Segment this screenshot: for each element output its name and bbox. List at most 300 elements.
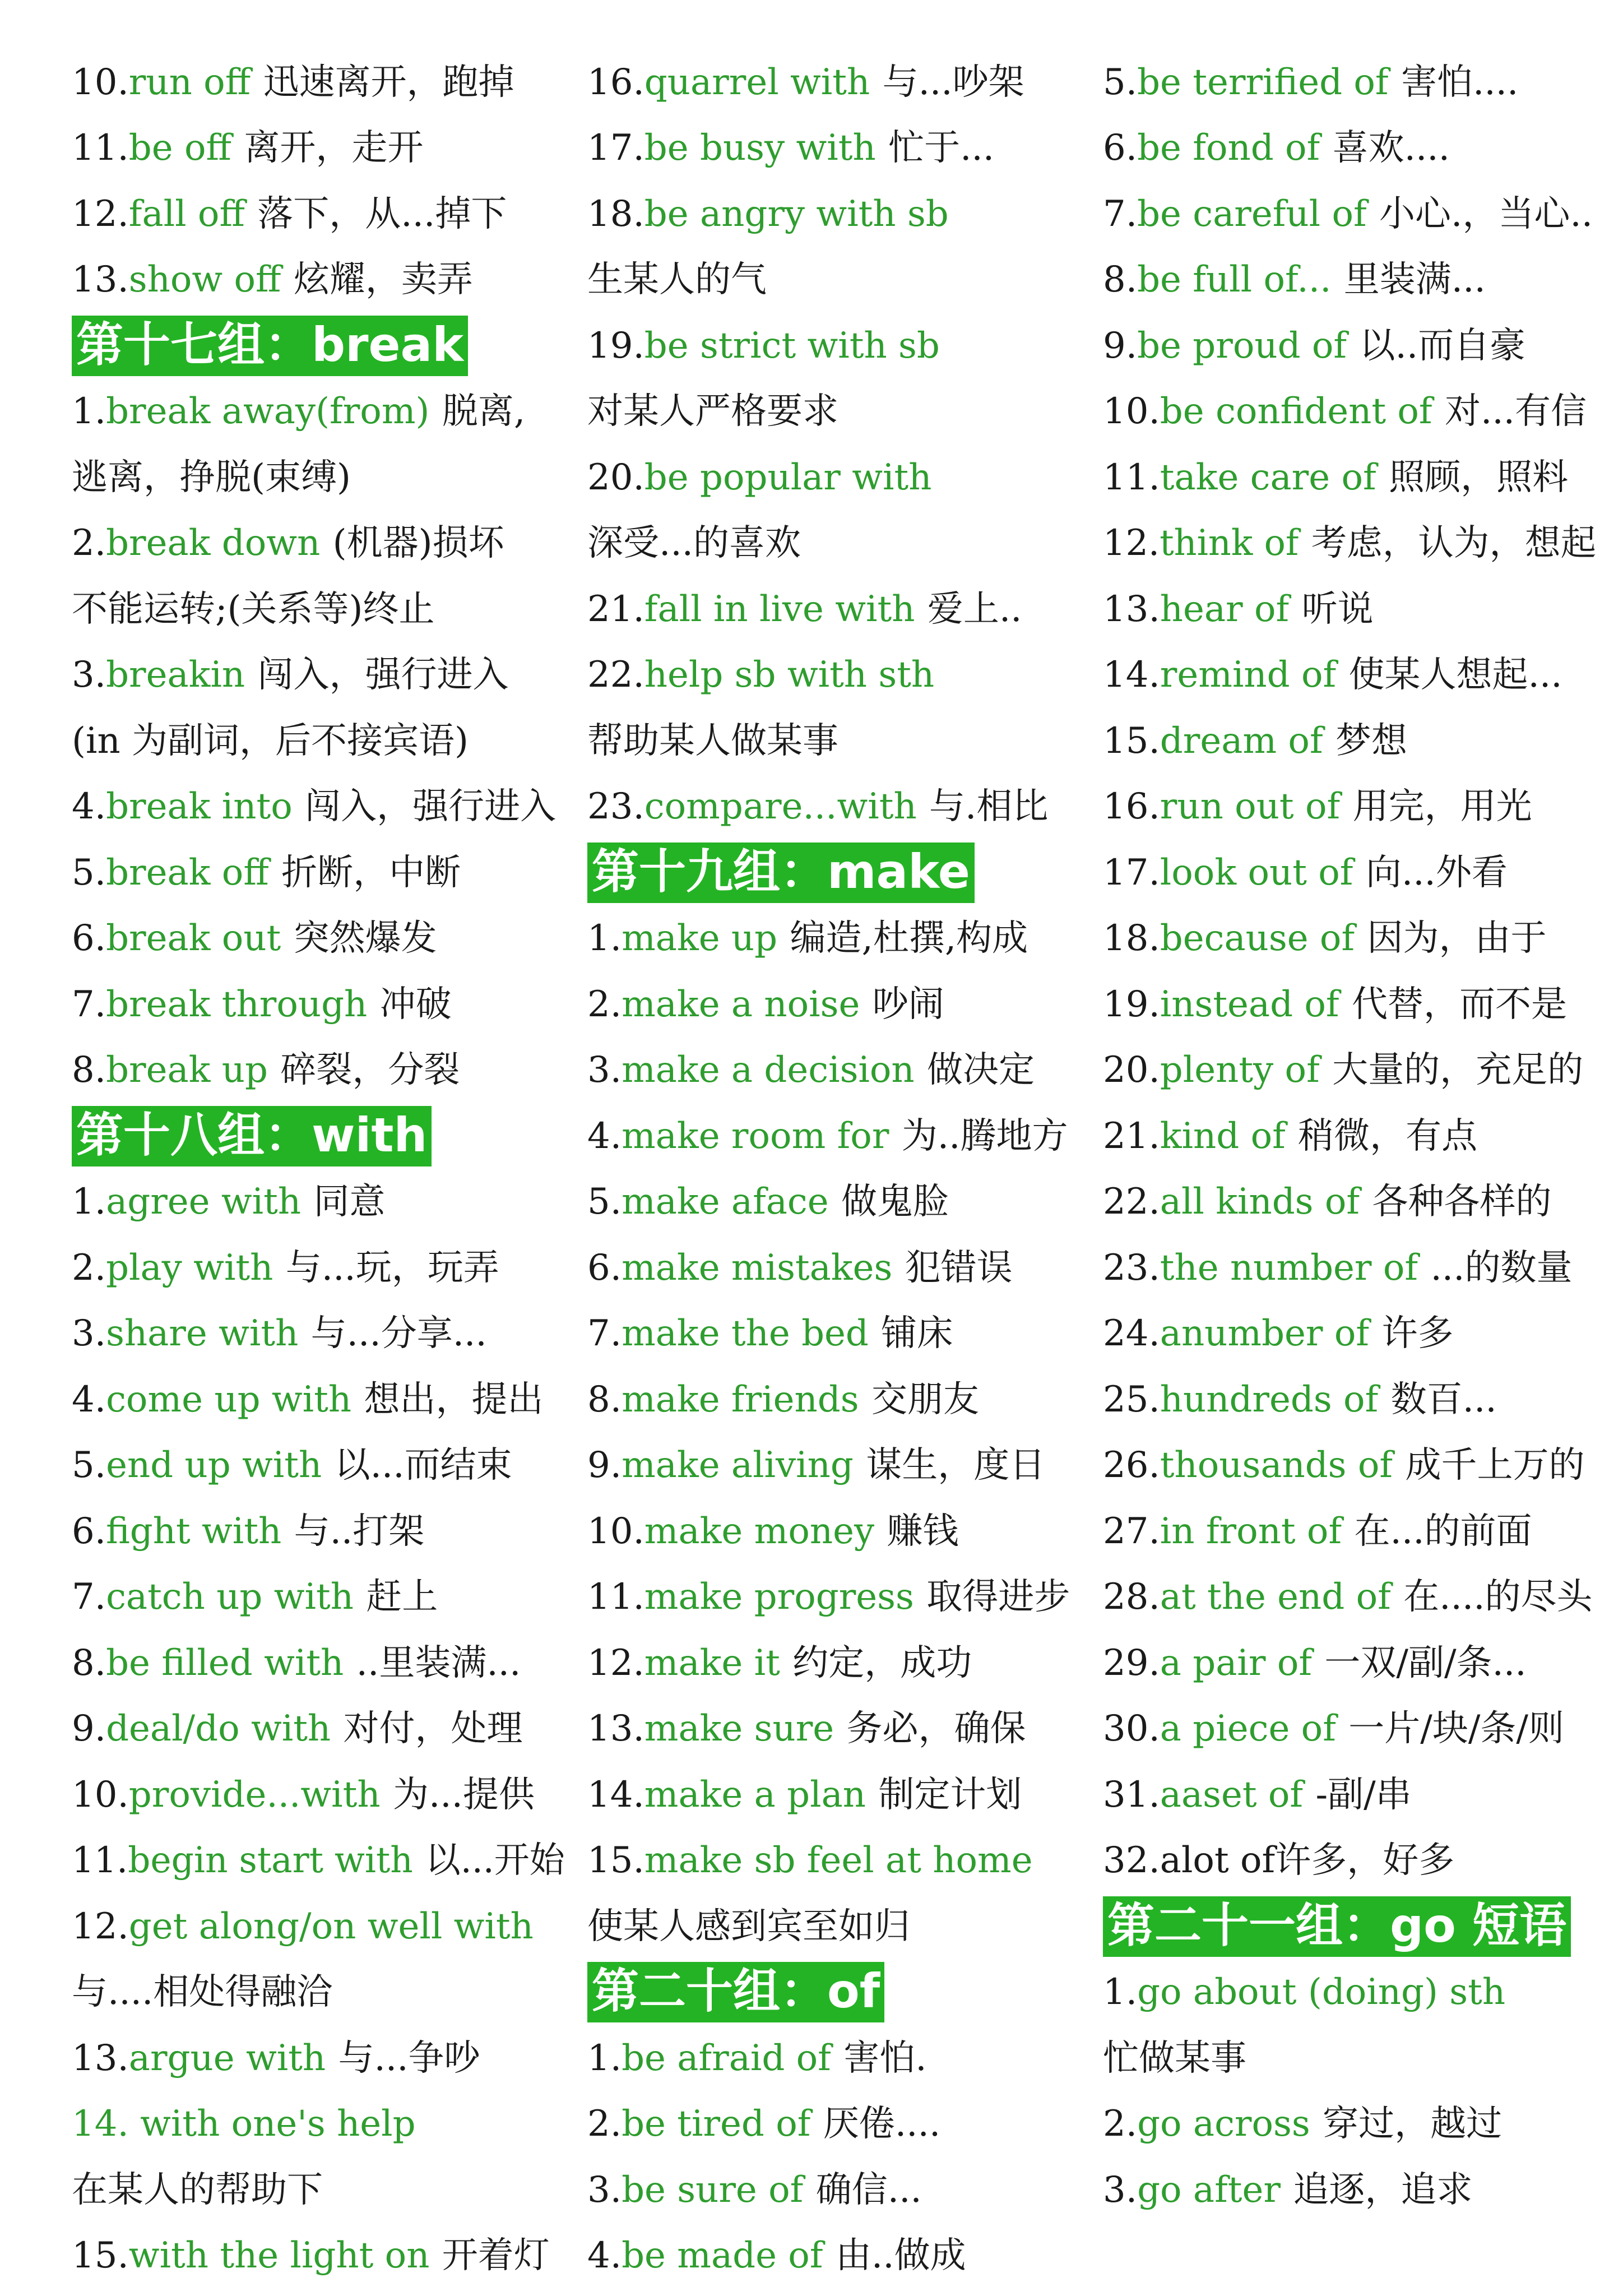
item-number: 4. — [587, 2235, 622, 2277]
chinese-meaning: 用完，用光 — [1352, 786, 1532, 828]
item-number: 5. — [587, 1181, 622, 1223]
phrase-line — [1103, 1828, 1596, 1894]
item-number: 2. — [587, 2103, 622, 2145]
item-number: 10. — [72, 1774, 129, 1816]
english-phrase: be strict with sb — [644, 325, 940, 367]
phrase-line — [587, 708, 1081, 774]
chinese-meaning: 与....相处得融洽 — [72, 1971, 333, 2013]
item-number: 8. — [72, 1642, 106, 1684]
chinese-meaning: 一片/块/条/则 — [1348, 1708, 1564, 1750]
item-number: 10. — [72, 61, 129, 103]
item-number: 3. — [72, 1313, 106, 1355]
english-phrase: be busy with — [644, 127, 876, 169]
english-phrase: argue with — [128, 2037, 326, 2079]
item-number: 25. — [1103, 1378, 1160, 1420]
english-phrase: the number of — [1160, 1247, 1418, 1289]
column-2 — [587, 49, 1081, 2289]
phrase-line — [587, 1564, 1081, 1631]
phrase-line — [72, 1235, 565, 1301]
english-phrase: be confident of — [1160, 391, 1432, 433]
item-number: 20. — [587, 456, 644, 498]
phrase-line — [587, 642, 1081, 709]
phrase-line — [1103, 840, 1596, 906]
english-phrase: go about (doing) sth — [1137, 1971, 1506, 2013]
chinese-meaning: 追逐，追求 — [1293, 2169, 1473, 2211]
english-phrase: in front of — [1160, 1510, 1342, 1552]
item-number: 11. — [587, 1576, 644, 1618]
chinese-meaning: 由..做成 — [835, 2235, 966, 2277]
phrase-line — [72, 1696, 565, 1762]
chinese-meaning: 在某人的帮助下 — [72, 2169, 323, 2211]
section-heading-row — [1103, 1894, 1596, 1960]
item-number: 30. — [1103, 1708, 1160, 1750]
chinese-meaning: (机器)损坏 — [332, 522, 504, 564]
phrase-line — [1103, 49, 1596, 115]
english-phrase: be afraid of — [622, 2037, 831, 2079]
item-number: 7. — [1103, 193, 1138, 235]
chinese-meaning: 编造,杜撰,构成 — [790, 918, 1028, 960]
phrase-line — [72, 642, 565, 709]
chinese-meaning: 害怕.... — [1401, 61, 1519, 103]
item-number: 12. — [72, 1905, 129, 1947]
phrase-line — [1103, 906, 1596, 972]
item-number: 7. — [72, 1576, 106, 1618]
phrase-line — [1103, 774, 1596, 840]
chinese-meaning: 因为，由于 — [1367, 918, 1547, 960]
english-phrase: share with — [106, 1313, 299, 1355]
phrase-line — [72, 971, 565, 1038]
english-phrase: be filled with — [106, 1642, 344, 1684]
phrase-line — [587, 774, 1081, 840]
english-phrase: compare...with — [644, 786, 917, 828]
chinese-meaning: 生某人的气 — [587, 259, 767, 301]
item-number: 1. — [1103, 1971, 1138, 2013]
chinese-meaning: 在....的尽头 — [1403, 1576, 1593, 1618]
chinese-meaning: -副/串 — [1315, 1774, 1412, 1816]
item-number: 12. — [1103, 522, 1160, 564]
item-number: 1. — [587, 2037, 622, 2079]
chinese-meaning: 许多 — [1381, 1313, 1454, 1355]
item-number: 15. — [1103, 720, 1160, 762]
section-heading-row — [587, 840, 1081, 906]
phrase-line — [1103, 1235, 1596, 1301]
english-phrase: begin start with — [128, 1840, 413, 1882]
chinese-meaning: 制定计划 — [878, 1774, 1022, 1816]
phrase-line — [587, 379, 1081, 445]
english-phrase: make sb feel at home — [644, 1840, 1033, 1882]
item-number: 29. — [1103, 1642, 1160, 1684]
english-phrase: all kinds of — [1160, 1181, 1360, 1223]
item-number: 13. — [587, 1708, 644, 1750]
item-number: 8. — [1103, 259, 1138, 301]
item-number: 11. — [1103, 456, 1160, 498]
item-number: 9. — [1103, 325, 1138, 367]
item-number: 19. — [587, 325, 644, 367]
chinese-meaning: 对某人严格要求 — [587, 391, 838, 433]
item-number: 3. — [72, 654, 106, 696]
english-phrase: be angry with sb — [644, 193, 949, 235]
english-phrase: remind of — [1160, 654, 1337, 696]
phrase-line — [72, 247, 565, 313]
item-number: 14. — [1103, 654, 1160, 696]
section-heading-row — [72, 313, 565, 379]
phrase-line — [72, 774, 565, 840]
english-phrase: hundreds of — [1160, 1378, 1379, 1420]
chinese-meaning: ...的数量 — [1430, 1247, 1573, 1289]
chinese-meaning: 以...开始 — [425, 1840, 565, 1882]
chinese-meaning: 为...提供 — [392, 1774, 535, 1816]
phrase-line — [72, 1367, 565, 1433]
english-phrase: 14. with one's help — [72, 2103, 416, 2145]
chinese-meaning: 炫耀，卖弄 — [293, 259, 473, 301]
phrase-line — [72, 1894, 565, 1960]
chinese-meaning: 吵闹 — [872, 983, 944, 1025]
english-phrase: come up with — [106, 1378, 352, 1420]
item-number: 16. — [587, 61, 644, 103]
item-number: 4. — [72, 1378, 106, 1420]
english-phrase: break through — [106, 983, 368, 1025]
item-number: 10. — [1103, 391, 1160, 433]
chinese-meaning: 犯错误 — [905, 1247, 1013, 1289]
phrase-line — [587, 1498, 1081, 1564]
phrase-line — [1103, 1696, 1596, 1762]
item-number: 2. — [587, 983, 622, 1025]
phrase-line — [1103, 247, 1596, 313]
english-phrase: end up with — [106, 1445, 322, 1487]
phrase-line — [587, 1630, 1081, 1696]
english-phrase: hear of — [1160, 588, 1290, 630]
phrase-line — [72, 2157, 565, 2223]
phrase-line — [72, 1564, 565, 1631]
chinese-meaning: 梦想 — [1336, 720, 1408, 762]
item-number: 6. — [1103, 127, 1138, 169]
english-phrase: thousands of — [1160, 1445, 1393, 1487]
item-number: 1. — [72, 1181, 106, 1223]
chinese-meaning: 深受...的喜欢 — [587, 522, 801, 564]
phrase-line — [72, 2025, 565, 2091]
item-number: 14. — [587, 1774, 644, 1816]
phrase-line — [72, 511, 565, 577]
phrase-line — [1103, 1630, 1596, 1696]
section-heading: 第二十组：of — [587, 1962, 884, 2022]
phrase-line — [72, 181, 565, 247]
phrase-line — [1103, 1960, 1596, 2026]
section-heading-row — [72, 1103, 565, 1169]
english-phrase: be popular with — [644, 456, 932, 498]
chinese-meaning: 折断，中断 — [281, 851, 461, 894]
phrase-line — [1103, 1498, 1596, 1564]
english-phrase: break away(from) — [106, 391, 430, 433]
chinese-meaning: 喜欢.... — [1332, 127, 1450, 169]
phrase-line — [587, 1762, 1081, 1828]
chinese-meaning: 离开，走开 — [244, 127, 424, 169]
phrase-line — [587, 247, 1081, 313]
phrase-line — [587, 906, 1081, 972]
chinese-meaning: 约定，成功 — [792, 1642, 972, 1684]
chinese-meaning: 里装满... — [1343, 259, 1486, 301]
item-number: 11. — [72, 127, 129, 169]
english-phrase: break into — [106, 786, 293, 828]
chinese-meaning: 数百... — [1390, 1378, 1497, 1420]
phrase-line — [1103, 445, 1596, 511]
english-phrase: run out of — [1160, 786, 1341, 828]
english-phrase: aaset of — [1160, 1774, 1304, 1816]
phrase-line — [1103, 115, 1596, 182]
english-phrase: make mistakes — [622, 1247, 893, 1289]
english-phrase: break up — [106, 1049, 268, 1091]
english-phrase: with the light on — [128, 2235, 430, 2277]
phrase-line — [1103, 2025, 1596, 2091]
item-number: 21. — [1103, 1115, 1160, 1157]
english-phrase: help sb with sth — [644, 654, 935, 696]
item-number: 17. — [1103, 851, 1160, 894]
phrase-line — [1103, 181, 1596, 247]
phrase-line — [72, 1301, 565, 1367]
english-phrase: make aface — [622, 1181, 829, 1223]
chinese-meaning: 向...外看 — [1365, 851, 1508, 894]
english-phrase: make it — [644, 1642, 780, 1684]
phrase-line — [1103, 2091, 1596, 2158]
chinese-meaning: 突然爆发 — [293, 918, 437, 960]
item-number: 21. — [587, 588, 644, 630]
english-phrase: be off — [128, 127, 231, 169]
english-phrase: be made of — [622, 2235, 823, 2277]
english-phrase: agree with — [106, 1181, 302, 1223]
chinese-meaning: 与...争吵 — [338, 2037, 480, 2079]
chinese-meaning: 逃离，挣脱(束缚) — [72, 456, 351, 498]
item-number: 3. — [587, 1049, 622, 1091]
chinese-meaning: 脱离, — [442, 391, 526, 433]
phrase-line — [72, 1762, 565, 1828]
chinese-meaning: (in 为副词，后不接宾语) — [72, 720, 469, 762]
item-number: 15. — [587, 1840, 644, 1882]
item-number: 18. — [1103, 918, 1160, 960]
english-phrase: because of — [1160, 918, 1355, 960]
item-number: 3. — [1103, 2169, 1138, 2211]
chinese-meaning: 与...分享... — [310, 1313, 487, 1355]
chinese-meaning: 考虑，认为，想起 — [1311, 522, 1597, 564]
item-number: 5. — [1103, 61, 1138, 103]
phrase-line — [587, 181, 1081, 247]
english-phrase: anumber of — [1160, 1313, 1370, 1355]
phrase-line — [1103, 511, 1597, 577]
section-heading: 第十九组：make — [587, 843, 975, 903]
chinese-meaning: 各种各样的 — [1372, 1181, 1552, 1223]
phrase-line — [1103, 1564, 1596, 1631]
chinese-meaning: 同意 — [313, 1181, 386, 1223]
english-phrase: plenty of — [1160, 1049, 1320, 1091]
chinese-meaning: 在...的前面 — [1354, 1510, 1532, 1552]
phrase-line — [72, 49, 565, 115]
english-phrase: deal/do with — [106, 1708, 331, 1750]
chinese-meaning: 小心.，当心.. — [1379, 193, 1593, 235]
item-number: 5. — [72, 851, 106, 894]
phrase-line — [587, 971, 1081, 1038]
item-number: 7. — [72, 983, 106, 1025]
section-heading: 第十八组：with — [72, 1106, 432, 1166]
chinese-meaning: 不能运转;(关系等)终止 — [72, 588, 435, 630]
phrase-line — [1103, 1301, 1596, 1367]
english-phrase: make aliving — [622, 1445, 854, 1487]
phrase-line — [72, 708, 565, 774]
phrase-line — [1103, 708, 1596, 774]
item-number: 6. — [587, 1247, 622, 1289]
chinese-meaning: 忙于... — [888, 127, 995, 169]
phrase-line — [72, 445, 565, 511]
english-phrase: at the end of — [1160, 1576, 1391, 1618]
item-number: 8. — [72, 1049, 106, 1091]
chinese-meaning: 与...玩，玩弄 — [285, 1247, 499, 1289]
chinese-meaning: ..里装满... — [356, 1642, 521, 1684]
chinese-meaning: 听说 — [1301, 588, 1374, 630]
chinese-meaning: 做鬼脸 — [841, 1181, 949, 1223]
chinese-meaning: 厌倦.... — [823, 2103, 941, 2145]
chinese-meaning: 爱上.. — [927, 588, 1022, 630]
phrase-line — [1103, 313, 1596, 379]
phrase-line — [587, 1103, 1081, 1169]
chinese-meaning: 谋生，度日 — [866, 1445, 1046, 1487]
chinese-meaning: 一双/副/条... — [1324, 1642, 1527, 1684]
item-number: 17. — [587, 127, 644, 169]
item-number: 4. — [72, 786, 106, 828]
phrase-line — [587, 1696, 1081, 1762]
item-number: 22. — [587, 654, 644, 696]
english-phrase: be careful of — [1137, 193, 1367, 235]
phrase-line — [587, 1367, 1081, 1433]
phrase-line — [587, 313, 1081, 379]
chinese-meaning: 与..打架 — [294, 1510, 425, 1552]
chinese-meaning: 做决定 — [927, 1049, 1035, 1091]
english-phrase: be fond of — [1137, 127, 1320, 169]
phrase-line — [72, 1169, 565, 1235]
phrase-line — [72, 2223, 565, 2289]
english-phrase: play with — [106, 1247, 273, 1289]
item-number: 19. — [1103, 983, 1160, 1025]
english-phrase: fall off — [128, 193, 245, 235]
chinese-meaning: 想出，提出 — [364, 1378, 544, 1420]
english-phrase: think of — [1160, 522, 1299, 564]
english-phrase: be terrified of — [1137, 61, 1389, 103]
english-phrase: go after — [1137, 2169, 1281, 2211]
phrase-line — [1103, 1103, 1596, 1169]
english-phrase: a pair of — [1160, 1642, 1313, 1684]
item-number: 13. — [72, 259, 129, 301]
phrase-line — [72, 379, 565, 445]
chinese-meaning: 照顾，照料 — [1389, 456, 1569, 498]
chinese-meaning: 务必，确保 — [846, 1708, 1026, 1750]
chinese-meaning: 对...有信 — [1444, 391, 1587, 433]
english-phrase: be full of... — [1137, 259, 1332, 301]
english-phrase: be sure of — [622, 2169, 804, 2211]
phrase-line — [72, 906, 565, 972]
phrase-line — [72, 1038, 565, 1104]
chinese-meaning: 碎裂，分裂 — [280, 1049, 460, 1091]
english-phrase: a piece of — [1160, 1708, 1336, 1750]
phrase-line — [72, 115, 565, 182]
chinese-meaning: 许多，好多 — [1275, 1840, 1455, 1882]
item-number: 23. — [1103, 1247, 1160, 1289]
phrase-line — [587, 115, 1081, 182]
phrase-line — [1103, 1367, 1596, 1433]
chinese-meaning: 以..而自豪 — [1359, 325, 1526, 367]
chinese-meaning: 成千上万的 — [1405, 1445, 1585, 1487]
english-phrase: make a noise — [622, 983, 860, 1025]
english-phrase: provide...with — [128, 1774, 381, 1816]
chinese-meaning: 赶上 — [366, 1576, 438, 1618]
column-3 — [1103, 49, 1596, 2223]
english-phrase: be tired of — [622, 2103, 811, 2145]
phrase-line — [587, 1894, 1081, 1960]
chinese-meaning: 使某人想起... — [1348, 654, 1562, 696]
chinese-meaning: 闯入，强行进入 — [305, 786, 557, 828]
phrase-line — [1103, 576, 1596, 642]
section-heading: 第二十一组：go 短语 — [1103, 1896, 1571, 1957]
item-number: 13. — [72, 2037, 129, 2079]
phrase-line — [72, 1960, 565, 2026]
english-phrase: instead of — [1160, 983, 1339, 1025]
chinese-meaning: 确信... — [815, 2169, 922, 2211]
phrase-line — [587, 2025, 1081, 2091]
phrase-line — [72, 1828, 565, 1894]
phrase-line — [1103, 2157, 1596, 2223]
chinese-meaning: 帮助某人做某事 — [587, 720, 838, 762]
item-number: 8. — [587, 1378, 622, 1420]
column-1 — [72, 49, 565, 2289]
item-number: 2. — [72, 1247, 106, 1289]
chinese-meaning: 使某人感到宾至如归 — [587, 1905, 910, 1947]
phrase-line — [72, 2091, 565, 2158]
english-phrase: catch up with — [106, 1576, 354, 1618]
phrase-line — [1103, 1169, 1596, 1235]
english-phrase: make a decision — [622, 1049, 915, 1091]
item-number: 15. — [72, 2235, 129, 2277]
phrase-line — [1103, 1433, 1596, 1499]
item-number: 5. — [72, 1445, 106, 1487]
phrase-line — [587, 445, 1081, 511]
chinese-meaning: 以...而结束 — [334, 1445, 512, 1487]
english-phrase: show off — [128, 259, 281, 301]
item-number: 26. — [1103, 1445, 1160, 1487]
chinese-meaning: 迅速离开，跑掉 — [263, 61, 514, 103]
phrase-line — [72, 576, 565, 642]
item-number: 20. — [1103, 1049, 1160, 1091]
english-phrase: break out — [106, 918, 281, 960]
chinese-meaning: 穿过，越过 — [1323, 2103, 1503, 2145]
item-number: 10. — [587, 1510, 644, 1552]
english-phrase: fall in live with — [644, 588, 915, 630]
english-phrase: run off — [128, 61, 251, 103]
english-phrase: break off — [106, 851, 269, 894]
chinese-meaning: 代替，而不是 — [1351, 983, 1567, 1025]
english-phrase: look out of — [1160, 851, 1353, 894]
item-number: 1. — [587, 918, 622, 960]
english-phrase: make progress — [644, 1576, 914, 1618]
item-number: 23. — [587, 786, 644, 828]
item-number: 4. — [587, 1115, 622, 1157]
phrase-line — [587, 1433, 1081, 1499]
item-number: 2. — [1103, 2103, 1138, 2145]
phrase-line — [72, 1630, 565, 1696]
chinese-meaning: 交朋友 — [871, 1378, 979, 1420]
chinese-meaning: 对付，处理 — [343, 1708, 523, 1750]
phrase-line — [587, 2157, 1081, 2223]
item-number: 32.alot of — [1103, 1840, 1276, 1882]
item-number: 9. — [72, 1708, 106, 1750]
english-phrase: make sure — [644, 1708, 834, 1750]
english-phrase: take care of — [1160, 456, 1376, 498]
chinese-meaning: 害怕. — [843, 2037, 927, 2079]
chinese-meaning: 忙做某事 — [1103, 2037, 1246, 2079]
